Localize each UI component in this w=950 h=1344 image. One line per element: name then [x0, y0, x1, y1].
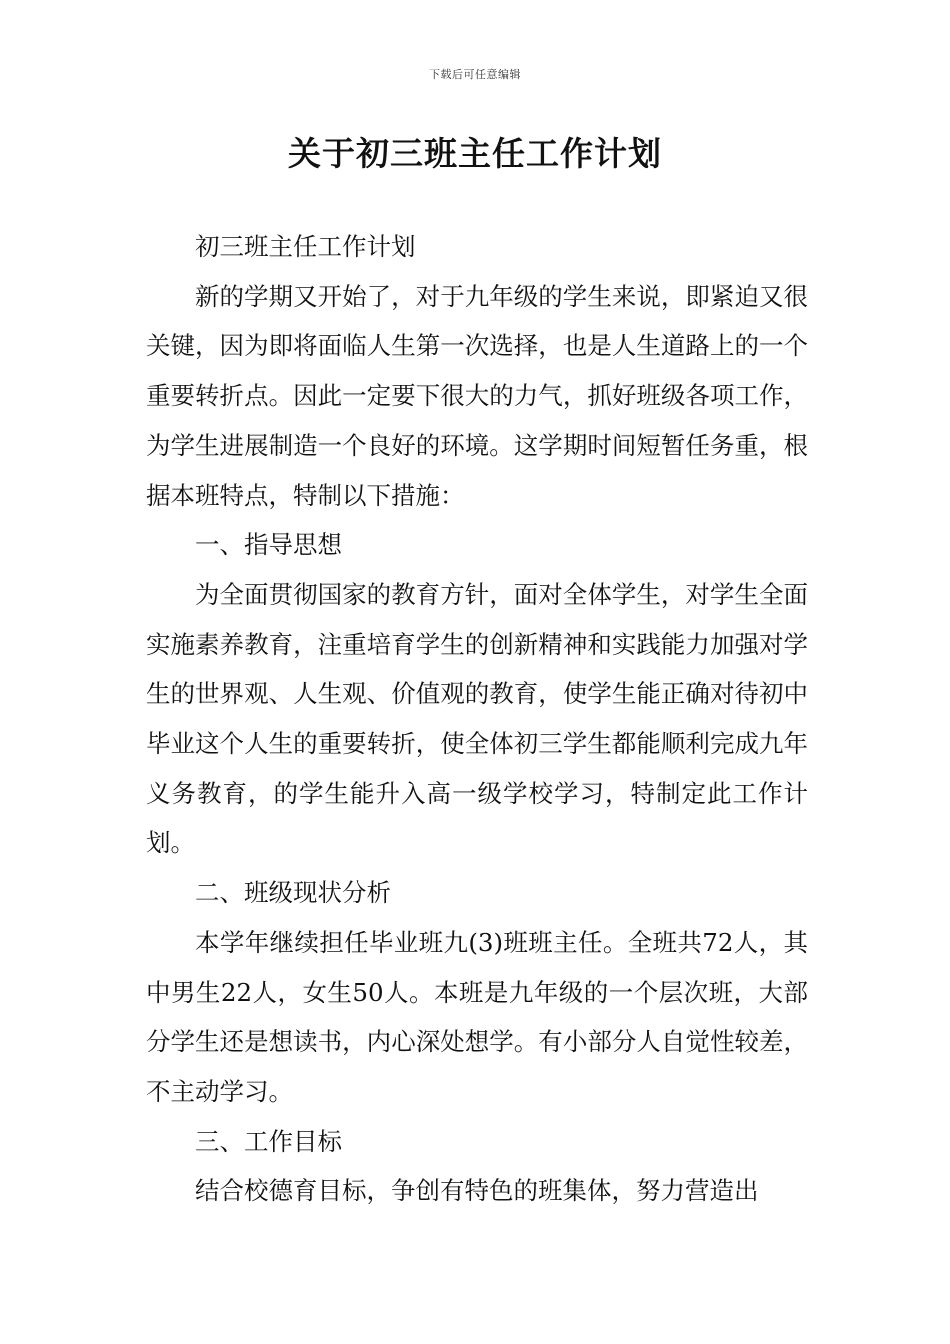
header-note: 下载后可任意编辑	[429, 68, 521, 81]
paragraph-work-goals: 结合校德育目标，争创有特色的班集体，努力营造出	[195, 1176, 759, 1206]
section-heading-guiding-thought: 一、指导思想	[195, 530, 342, 560]
paragraph-intro: 新的学期又开始了，对于九年级的学生来说，即紧迫又很关键，因为即将面临人生第一次选择，也是人生道路上的一个重要转折点。因此一定要下很大的力气，抓好班级各项工作，为学生进展制造一个良好的环境。这学期时间短暂任务重，根据本班特点，特制以下措施：	[146, 281, 808, 510]
document-title: 关于初三班主任工作计划	[288, 134, 662, 173]
paragraph-guiding-thought: 为全面贯彻国家的教育方针，面对全体学生，对学生全面实施素养教育，注重培育学生的创新精神和实践能力加强对学生的世界观、人生观、价值观的教育，使学生能正确对待初中毕业这个人生的重要转折，使全体初三学生都能顺利完成九年义务教育，的学生能升入高一级学校学习，特制定此工作计划。	[146, 579, 808, 858]
section-heading-work-goals: 三、工作目标	[195, 1126, 342, 1156]
document-body	[146, 222, 808, 1216]
section-heading-class-analysis: 二、班级现状分析	[195, 878, 391, 908]
paragraph-subtitle: 初三班主任工作计划	[195, 232, 416, 261]
paragraph-class-analysis: 本学年继续担任毕业班九(3)班班主任。全班共72人，其中男生22人，女生50人。本班是九年级的一个层次班，大部分学生还是想读书，内心深处想学。有小部分人自觉性较差，不主动学习。	[146, 927, 808, 1106]
